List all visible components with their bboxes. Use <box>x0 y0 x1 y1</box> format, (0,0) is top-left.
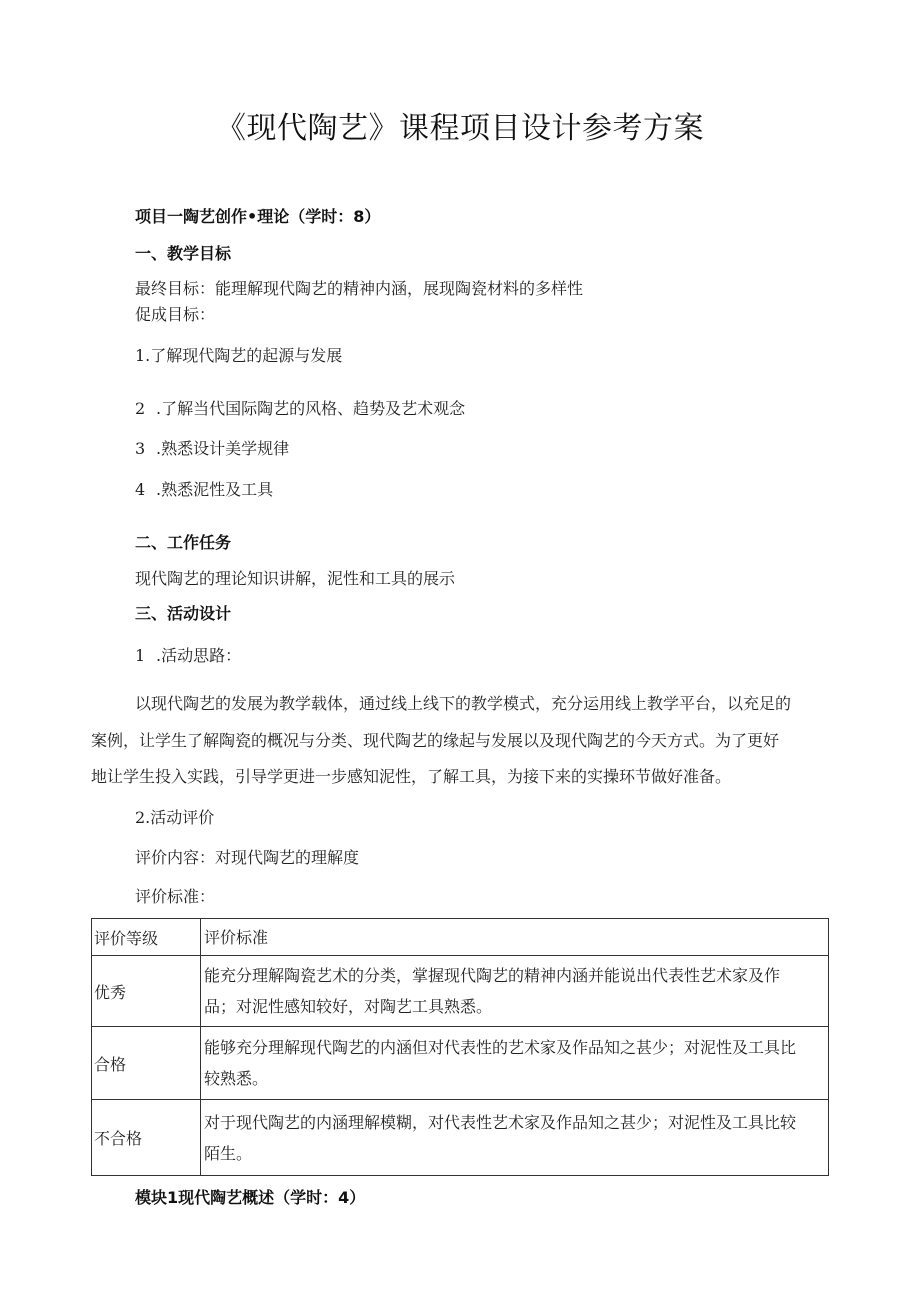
standard-line: 能充分理解陶瓷艺术的分类，掌握现代陶艺的精神内涵并能说出代表性艺术家及作 <box>204 966 781 985</box>
activity-idea-label <box>135 643 241 666</box>
page-title: 《现代陶艺》课程项目设计参考方案 <box>216 111 704 146</box>
standard-line: 能够充分理解现代陶艺的内涵但对代表性的艺术家及作品知之甚少；对泥性及工具比 <box>204 1038 797 1057</box>
goal-item-number: 4 <box>135 480 146 499</box>
goal-item-text: 了解现代陶艺的起源与发展 <box>150 346 343 365</box>
activity-paragraph <box>91 686 841 796</box>
table-row <box>92 1027 829 1100</box>
table-header-row <box>92 919 829 956</box>
goal-item-text: .了解当代国际陶艺的风格、趋势及艺术观念 <box>156 399 466 418</box>
evaluation-standard-label: 评价标准： <box>135 887 216 906</box>
final-goal-text: 最终目标：能理解现代陶艺的精神内涵，展现陶瓷材料的多样性 <box>135 279 584 298</box>
header-standard: 评价标准 <box>201 919 829 956</box>
standard-cell <box>201 956 829 1027</box>
standard-cell <box>201 1100 829 1176</box>
evaluation-content: 评价内容：对现代陶艺的理解度 <box>135 848 360 867</box>
header-grade: 评价等级 <box>92 919 201 956</box>
goal-item-number: 2 <box>135 399 146 418</box>
paragraph-line: 地让学生投入实践，引导学更进一步感知泥性，了解工具，为接下来的实操环节做好准备。 <box>91 767 732 786</box>
sub-goal-label: 促成目标： <box>135 305 216 324</box>
grade-cell: 优秀 <box>92 956 201 1027</box>
activity-evaluation-heading: 2.活动评价 <box>135 808 215 827</box>
standard-cell <box>201 1027 829 1100</box>
section-work-task-heading: 二、工作任务 <box>135 533 232 552</box>
module-heading: 模块1现代陶艺概述（学时：4） <box>135 1188 366 1207</box>
section-teaching-goals-heading: 一、教学目标 <box>135 244 232 263</box>
standard-line: 陌生。 <box>204 1143 253 1163</box>
goal-item-text: .熟悉泥性及工具 <box>156 480 274 499</box>
goal-item-number: 1. <box>135 346 151 365</box>
paragraph-line: 以现代陶艺的发展为教学载体，通过线上线下的教学模式，充分运用线上教学平台，以充足的 <box>135 694 792 713</box>
paragraph-line: 案例，让学生了解陶瓷的概况与分类、现代陶艺的缘起与发展以及现代陶艺的今天方式。为了更好 <box>91 730 780 750</box>
work-task-text: 现代陶艺的理论知识讲解，泥性和工具的展示 <box>135 569 456 588</box>
standard-line: 较熟悉。 <box>204 1069 269 1088</box>
table-row <box>92 956 829 1027</box>
goal-item <box>135 396 465 419</box>
goal-item-text: .熟悉设计美学规律 <box>156 439 290 458</box>
goal-item <box>135 477 273 500</box>
grade-cell: 不合格 <box>92 1100 201 1176</box>
activity-idea-text: .活动思路： <box>156 646 242 665</box>
goal-item <box>135 436 289 459</box>
section-activity-heading: 三、活动设计 <box>135 604 232 623</box>
standard-line: 对于现代陶艺的内涵理解模糊，对代表性艺术家及作品知之甚少；对泥性及工具比较 <box>204 1112 797 1132</box>
project-heading: 项目一陶艺创作•理论（学时：8） <box>135 207 381 226</box>
goal-item <box>135 343 342 366</box>
grade-cell: 合格 <box>92 1027 201 1100</box>
activity-idea-number: 1 <box>135 646 146 665</box>
table-row <box>92 1100 829 1176</box>
goal-item-number: 3 <box>135 439 146 458</box>
evaluation-table <box>91 918 829 1176</box>
standard-line: 品；对泥性感知较好，对陶艺工具熟悉。 <box>204 997 493 1016</box>
